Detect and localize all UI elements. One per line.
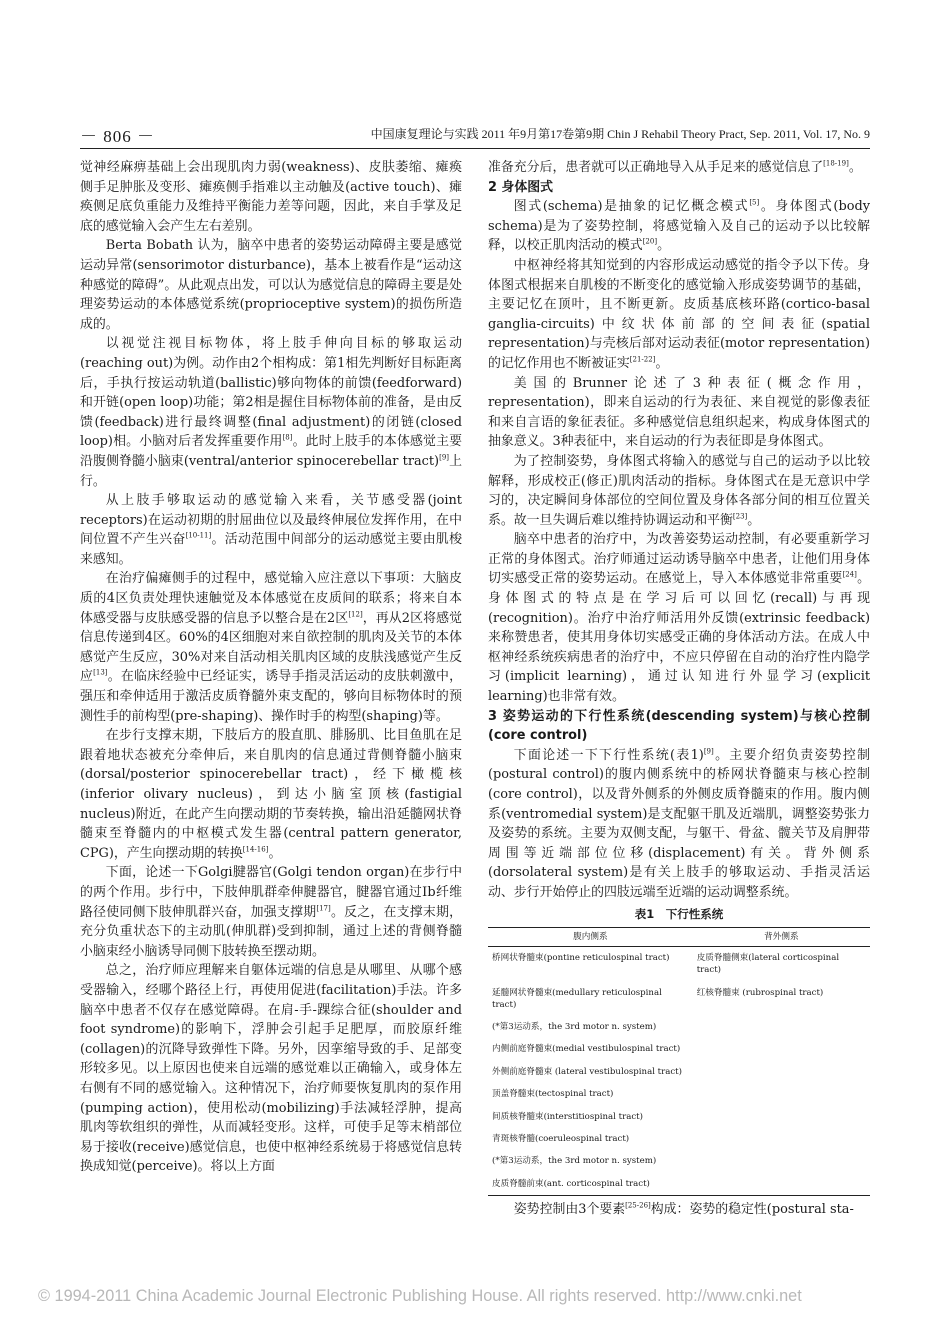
table-cell: (*第3运动系，the 3rd motor n. system) — [492, 1022, 657, 1033]
table-cell — [693, 1061, 870, 1083]
table-cell — [693, 1173, 870, 1196]
table-row — [488, 947, 870, 982]
table-cell: 外侧前庭脊髓束 (lateral vestibulospinal tract) — [492, 1066, 682, 1077]
citation: [9] — [703, 747, 714, 756]
paragraph: 在步行支撑末期，下肢后方的股直肌、腓肠肌、比目鱼肌在足跟着地状态被充分牵伸后，来自肌肉的信息通过背侧脊髓小脑束(dorsal/posterior spinocerebellar tract)，经下橄榄核(inferior olivary nucleus)，到达小脑室顶核(fastigial nucleus)附近，在此产生向摆动期的节奏转换，输出沿延髓网状脊髓束至脊髓内的中枢模式发生器(central pattern generator, CPG)，产生向摆动期的转换[14-16]。 — [80, 728, 462, 861]
citation: [24] — [842, 571, 857, 580]
left-column — [80, 158, 462, 1177]
citation: [9] — [439, 453, 450, 462]
paragraph: 在治疗偏瘫侧手的过程中，感觉输入应注意以下事项：大脑皮质的4区负责处理快速触觉及本体感觉在皮质间的联系；将来自本体感受器与皮肤感受器的信息予以整合是在2区[12]，再从2区将感觉信息传递到4区。60%的4区细胞对来自欲控制的肌肉及关节的本体感觉产生反应，30%对来自活动相关肌肉区域的皮肤浅感觉产生反应[13]。在临床经验中已经证实，诱导手指灵活运动的皮肤刺激中，强压和牵伸适用于激活皮质脊髓外束支配的，够向目标物体时的预测性手的前构型(pre-shaping)、操作时手的构型(shaping)等。 — [80, 571, 463, 724]
paragraph: 从上肢手够取运动的感觉输入来看，关节感受器(joint receptors)在运动初期的肘屈曲位以及最终伸展位发挥作用，在中间位置不产生兴奋[10-11]。活动范围中间部分的运动感觉主要由肌梭来感知。 — [80, 493, 463, 567]
section-heading: 2 身体图式 — [488, 179, 554, 195]
citation: [12] — [348, 610, 363, 619]
table-row — [488, 1105, 870, 1127]
paragraph: 美国的Brunner论述了3种表征(概念作用，representation)，即来自运动的行为表征、来自视觉的影像表征和来自言语的象征表征。多种感觉信息组织起来，构成身体图式的抽象意义。3种表征中，来自运动的行为表征即是身体图式。 — [488, 375, 870, 450]
table-row — [488, 1038, 870, 1060]
table-cell: 皮质脊髓侧束(lateral corticospinal tract) — [696, 953, 840, 976]
citation: [14-16] — [242, 845, 269, 854]
paragraph: 为了控制姿势，身体图式将输入的感觉与自己的运动予以比较解释，形成校正(修正)肌肉活动的指标。身体图式在是无意识中学习的，决定瞬间身体部位的空间位置及身体各部分间的相互位置关系。故一旦失调后难以维持协调运动和平衡[23]。 — [488, 453, 870, 528]
paragraph: 总之，治疗师应理解来自躯体远端的信息是从哪里、从哪个感受器输入，经哪个路径上行，再使用促进(facilitation)手法。许多脑卒中患者不仅存在感觉障碍。在肩-手-踝综合征(shoulder and foot syndrome)的影响下，浮肿会引起手足肥厚，而胶原纤维(collagen)的沉降导致弹性下降。另外，因挛缩导致的手、足部变形较多见。以上原因也使来自远端的感觉难以正确输入，或身体左右侧有不同的感觉输入。这种情况下，治疗师要恢复肌肉的泵作用(pumping action)，使用松动(mobilizing)手法减轻浮肿，提高肌肉等软组织的弹性，从而减轻变形。这样，可使手足等末梢部位易于接收(receive)感觉信息，也使中枢神经系统易于将感觉信息转换成知觉(perceive)。将以上方面 — [80, 963, 462, 1175]
citation: [13] — [93, 669, 108, 678]
table-row — [488, 982, 870, 1016]
table-cell: 间质核脊髓束(interstitiospinal tract) — [492, 1111, 643, 1122]
citation: [5] — [749, 198, 760, 207]
table-cell — [693, 1128, 870, 1150]
table-cell: 延髓网状脊髓束(medullary reticulospinal tract) — [492, 987, 662, 1010]
table-cell — [693, 1105, 870, 1127]
table-title: 表1 下行性系统 — [634, 906, 724, 921]
paragraph: 以视觉注视目标物体，将上肢手伸向目标的够取运动(reaching out)为例。动作由2个相构成：第1相先判断好目标距离后，手执行按运动轨道(ballistic)够向物体的前馈(feedforward)和开链(open loop)功能；第2相是握住目标物体前的准备，是由反馈(feedback)进行最终调整(final adjustment)的闭链(closed loop)相。小脑对后者发挥重要作用[8]。此时上肢手的本体感觉主要沿腹侧脊髓小脑束(ventral/anterior spinocerebellar tract)[9]上行。 — [80, 336, 462, 489]
citation: [10-11] — [185, 531, 212, 540]
table-cell: 青斑核脊髓(coeruleospinal tract) — [492, 1133, 630, 1144]
paragraph: 图式(schema)是抽象的记忆概念模式[5]。身体图式(body schema)是为了姿势控制，将感觉输入及自己的运动予以比较解释，以校正肌肉活动的模式[20]。 — [488, 198, 870, 254]
table-row — [488, 1150, 870, 1172]
paragraph: 脑卒中患者的治疗中，为改善姿势运动控制，有必要重新学习正常的身体图式。治疗师通过运动诱导脑卒中患者，让他们用身体切实感受正常的姿势运动。在感觉上，导入本体感觉非常重要[24]。身体图式的特点是在学习后可以回忆(recall)与再现(recognition)。治疗中治疗师活用外反馈(extrinsic feedback)来称赞患者，使其用身体切实感受正确的身体活动方法。在成人中枢神经系统疾病患者的治疗中，不应只停留在自动的治疗性内隐学习(implicit learning)，通过认知进行外显学习(explicit learning)也非常有效。 — [488, 532, 871, 705]
table-row — [488, 1083, 870, 1105]
citation: [20] — [642, 238, 658, 247]
table-row — [488, 1173, 870, 1196]
table-header-cell: 背外侧系 — [693, 928, 870, 947]
paragraph: Berta Bobath 认为，脑卒中患者的姿势运动障碍主要是感觉运动异常(sensorimotor disturbance)，基本上被看作是“运动这种感觉的障碍”。从此观点出发，可以认为感觉信息的障碍主要是处理姿势运动的本体感觉系统(proprioceptive system)的损伤所造成的。 — [80, 238, 462, 332]
table-header-cell: 腹内侧系 — [488, 928, 693, 947]
copyright-watermark: © 1994-2011 China Academic Journal Electronic Publishing House. All rights reserved. http://www.cnki.net — [38, 1287, 802, 1305]
table-cell — [693, 1150, 870, 1172]
citation: [23] — [732, 512, 748, 521]
right-column — [488, 158, 870, 1220]
table-cell: 皮质脊髓前束(ant. corticospinal tract) — [492, 1178, 650, 1189]
section-heading: 3 姿势运动的下行性系统(descending system)与核心控制(core control) — [488, 708, 870, 744]
paragraph: 下面论述一下下行性系统(表1)[9]。主要介绍负责姿势控制(postural control)的腹内侧系统中的桥网状脊髓束与核心控制(core control)，以及背外侧系的外侧皮质脊髓束的作用。腹内侧系(ventromedial system)是支配躯干肌及近端肌，调整姿势张力及姿势的系统。主要为双侧支配，与躯干、骨盆、髋关节及肩胛带周围等近端部位位移(displacement)有关。背外侧系(dorsolateral system)是有关上肢手的够取运动、手指灵活运动、步行开始停止的四肢远端至近端的运动调整系统。 — [488, 747, 870, 900]
citation: [18-19] — [823, 159, 849, 168]
table-row — [488, 1016, 870, 1038]
paragraph: 姿势控制由3个要素[25-26]构成：姿势的稳定性(postural sta- — [513, 1201, 854, 1217]
citation: [17] — [316, 904, 331, 913]
table-cell: 桥网状脊髓束(pontine reticulospinal tract) — [492, 953, 670, 964]
table-cell — [693, 1038, 870, 1060]
table-header-row — [488, 928, 870, 947]
page-number: － 806 － — [80, 127, 155, 146]
table-row — [488, 1061, 870, 1083]
journal-info: 中国康复理论与实践 2011 年9月第17卷第9期 Chin J Rehabil Theory Pract, Sep. 2011, Vol. 17, No. 9 — [370, 127, 870, 141]
table-cell: 顶盖脊髓束(tectospinal tract) — [492, 1089, 614, 1100]
table-cell — [693, 1083, 870, 1105]
citation: [21-22] — [629, 355, 656, 364]
citation: [25-26] — [625, 1201, 651, 1210]
paragraph: 觉神经麻痹基础上会出现肌肉力弱(weakness)、皮肤萎缩、瘫痪侧手足肿胀及变形、瘫痪侧手指难以主动触及(active touch)、瘫痪侧足底负重能力及维持平衡能力差等问题，因此，来自手掌及足底的感觉输入会产生左右差别。 — [80, 160, 462, 234]
table-cell: 内侧前庭脊髓束(medial vestibulospinal tract) — [492, 1044, 681, 1055]
table-cell: (*第3运动系，the 3rd motor n. system) — [492, 1156, 657, 1167]
table-cell: 红核脊髓束 (rubrospinal tract) — [696, 987, 824, 998]
page-header — [80, 118, 870, 149]
paragraph: 中枢神经将其知觉到的内容形成运动感觉的指令予以下传。身体图式根据来自肌梭的不断变化的感觉输入形成姿势调节的基础，主要记忆在顶叶，且不断更新。皮质基底核环路(cortico-basal ganglia-circuits)中纹状体前部的空间表征(spatial representation)与壳核后部对运动表征(motor representation)的记忆作用也不断被证实[21-22]。 — [488, 257, 870, 371]
citation: [8] — [282, 434, 293, 443]
paragraph: 准备充分后，患者就可以正确地导入从手足来的感觉信息了[18-19]。 — [488, 159, 862, 175]
table-cell — [693, 1016, 870, 1038]
descending-system-table — [488, 927, 870, 1196]
paragraph: 下面，论述一下Golgi腱器官(Golgi tendon organ)在步行中的两个作用。步行中，下肢伸肌群牵伸腱器官，腱器官通过Ⅰb纤维路径使同侧下肢伸肌群兴奋，加强支撑期[17]。反之，在支撑末期，充分负重状态下的主动肌(伸肌群)受到抑制，通过上述的背侧脊髓小脑束经小脑诱导同侧下肢转换至摆动期。 — [80, 865, 463, 959]
table-row — [488, 1128, 870, 1150]
